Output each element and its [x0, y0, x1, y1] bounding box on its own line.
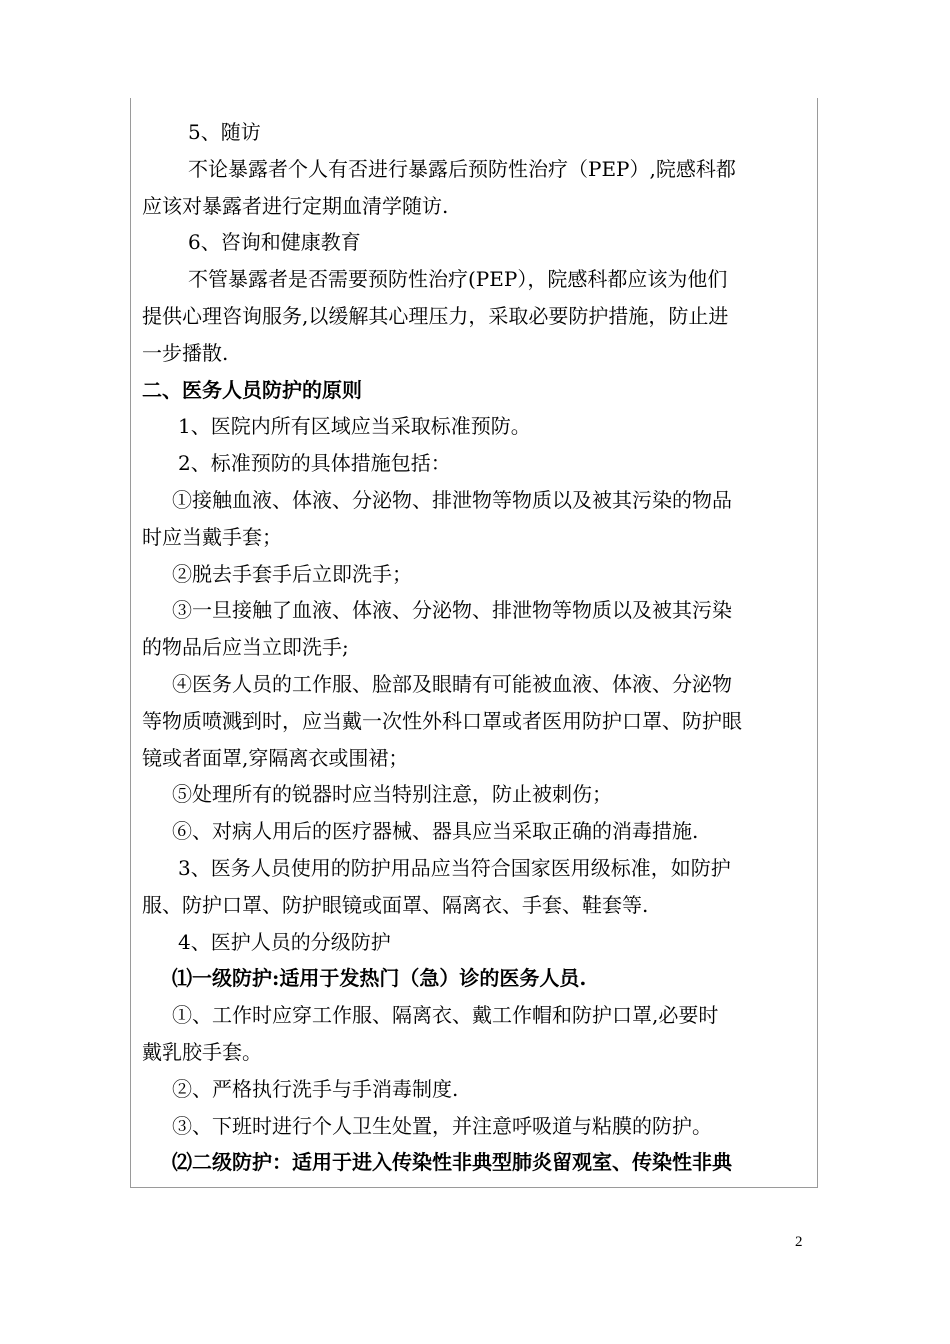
text-line: 3、医务人员使用的防护用品应当符合国家医用级标准，如防护	[178, 856, 731, 880]
text-line: ①接触血液、体液、分泌物、排泄物等物质以及被其污染的物品	[172, 488, 732, 512]
text-line: 等物质喷溅到时，应当戴一次性外科口罩或者医用防护口罩、防护眼	[142, 708, 742, 733]
text-line: 镜或者面罩,穿隔离衣或围裙；	[142, 745, 409, 770]
text-line: 2、标准预防的具体措施包括：	[178, 451, 451, 476]
text-line: ①、工作时应穿工作服、隔离衣、戴工作帽和防护口罩,必要时	[172, 1003, 719, 1028]
text-line: 6、咨询和健康教育	[188, 230, 361, 255]
text-line: 应该对暴露者进行定期血清学随访.	[142, 193, 449, 218]
text-line: 戴乳胶手套。	[142, 1040, 262, 1064]
section-heading-line: ⑴一级防护:适用于发热门（急）诊的医务人员.	[172, 966, 587, 991]
text-line: 4、医护人员的分级防护	[178, 929, 391, 954]
text-line: 的物品后应当立即洗手;	[142, 635, 349, 660]
text-line: 1、医院内所有区域应当采取标准预防。	[178, 414, 531, 439]
text-line: 服、防护口罩、防护眼镜或面罩、隔离衣、手套、鞋套等.	[142, 892, 649, 917]
text-line: 不论暴露者个人有否进行暴露后预防性治疗（PEP）,院感科都	[188, 156, 736, 181]
text-line: 提供心理咨询服务,以缓解其心理压力，采取必要防护措施，防止进	[142, 304, 729, 328]
text-line: 一步播散.	[142, 340, 229, 365]
text-line: ⑥、对病人用后的医疗器械、器具应当采取正确的消毒措施.	[172, 819, 699, 844]
section-heading-line: 二、医务人员防护的原则	[142, 377, 362, 402]
text-line: ④医务人员的工作服、脸部及眼睛有可能被血液、体液、分泌物	[172, 672, 732, 696]
text-line: ③一旦接触了血液、体液、分泌物、排泄物等物质以及被其污染	[172, 598, 732, 623]
text-line: ⑤处理所有的锐器时应当特别注意，防止被刺伤；	[172, 782, 612, 807]
text-line: ②、严格执行洗手与手消毒制度.	[172, 1076, 459, 1101]
page-number: 2	[795, 1234, 803, 1250]
text-line: ②脱去手套手后立即洗手；	[172, 561, 412, 586]
text-line: ③、下班时进行个人卫生处置，并注意呼吸道与粘膜的防护。	[172, 1113, 712, 1138]
text-line: 不管暴露者是否需要预防性治疗(PEP），院感科都应该为他们	[188, 267, 728, 292]
section-heading-line: ⑵二级防护：适用于进入传染性非典型肺炎留观室、传染性非典	[172, 1150, 732, 1175]
text-line: 5、随访	[188, 120, 261, 144]
text-line: 时应当戴手套；	[142, 524, 282, 549]
